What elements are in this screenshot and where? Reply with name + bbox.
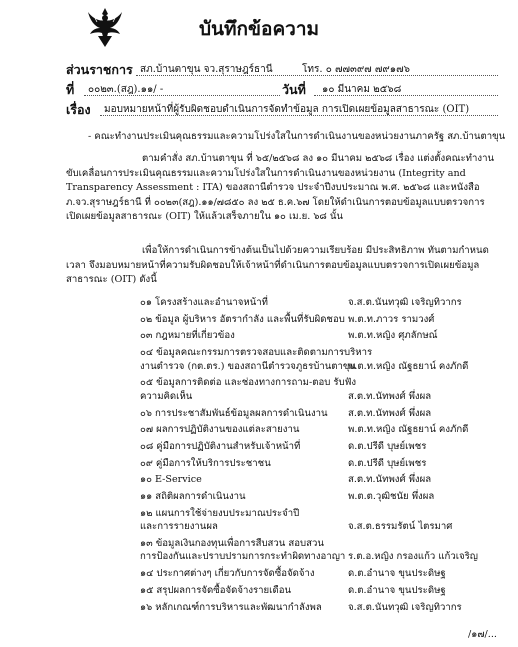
assignment-responsible: ส.ต.ท.นัทพงศ์ พึ่งผล: [348, 407, 432, 419]
agency-label: ส่วนราชการ: [66, 62, 133, 77]
assignment-item-text: ๐๗ ผลการปฏิบัติงานของแต่ละสายงาน: [140, 424, 300, 436]
assignment-item-text: ๑๓ ข้อมูลเงินกองทุนเพื่อการสืบสวน สอบสวน: [140, 537, 324, 549]
doc-number-dotted-line: [84, 95, 280, 96]
assignment-item-text: ๑๔ ประกาศต่างๆ เกี่ยวกับการจัดซื้อจัดจ้าง: [140, 568, 315, 580]
assignment-responsible: พ.ต.ต.วุฒิชนัย พึ่งผล: [348, 491, 435, 502]
paragraph-assignment: เพื่อให้การดำเนินการข้างต้นเป็นไปด้วยความเรียบร้อย มีประสิทธิภาพ ทันตามกำหนดเวลา จึงมอบหมายหน้าที่ความรับผิดชอบให้เจ้าหน้าที่ดำเนินการตอบข้อมูลแบบตรวจการเปิดเผยข้อมูลสาธารณะ (OIT) ดังนี้: [66, 245, 489, 285]
subject-value: มอบหมายหน้าที่ผู้รับผิดชอบดำเนินการจัดทำข้อมูล การเปิดเผยข้อมูลสาธารณะ (OIT): [104, 104, 470, 115]
assignment-item-text: ๑๐ E-Service: [140, 474, 202, 486]
assignment-responsible: ด.ต.อำนาจ ขุนประดิษฐ: [348, 584, 446, 596]
assignment-responsible: ส.ต.ท.นัทพงศ์ พึ่งผล: [348, 474, 432, 486]
agency-dotted-line: [136, 75, 498, 76]
doc-number-label: ที่: [66, 82, 75, 97]
assignment-item-text: ๐๔ ข้อมูลคณะกรรมการตรวจสอบและติดตามการบริหาร: [140, 347, 373, 359]
assignment-item-text: ๐๓ กฎหมายที่เกี่ยวข้อง: [140, 330, 235, 342]
assignment-item-text: การป้องกันและปราบปรามการกระทำผิดทางอาญา: [140, 551, 346, 563]
subject-dotted-line: [100, 115, 498, 116]
assignment-responsible: ด.ต.อำนาจ ขุนประดิษฐ: [348, 568, 446, 580]
assignment-item-text: ๐๑ โครงสร้างและอำนาจหน้าที่: [140, 297, 269, 308]
assignment-responsible: พ.ต.ท.หญิง ณัฐธยาน์ คงภักดี: [348, 424, 469, 436]
assignment-item-text: ๑๑ สถิติผลการดำเนินงาน: [140, 491, 246, 502]
assignment-responsible: ส.ต.ท.นัทพงศ์ พึ่งผล: [348, 390, 432, 402]
continuation-marker: /๑๗/...: [468, 629, 497, 640]
assignment-item-text: ๐๒ ข้อมูล ผู้บริหาร อัตรากำลัง และพื้นที่รับผิดชอบ: [140, 313, 345, 325]
assignment-item-text: ๑๒ แผนการใช้จ่ายงบประมาณประจำปี: [140, 507, 300, 519]
date-label: วันที่: [282, 82, 306, 97]
paragraph-reference: ตามคำสั่ง สภ.บ้านตาขุน ที่ ๖๕/๒๕๖๘ ลง ๑๐ มีนาคม ๒๕๖๘ เรื่อง แต่งตั้งคณะทำงานขับเคลื่อนการประเมินคุณธรรมและความโปร่งใสในการดำเนินงานของหน่วยงาน (Integrity and Transparency Assessment : ITA) ของสถานีตำรวจ ประจำปีงบประมาณ พ.ศ. ๒๕๖๘ และหนังสือ ภ.จว.สุราษฎร์ธานี ที่ ๐๐๒๓(สฎ).๑๑/๗๘๕๐ ลง ๒๕ ธ.ค.๖๗ โดยให้ดำเนินการตอบข้อมูลแบบตรวจการเปิดเผยข้อมูลสาธารณะ (OIT) ให้แล้วเสร็จภายใน ๑๐ เม.ย. ๖๘ นั้น: [66, 153, 495, 222]
assignment-responsible: พ.ต.ท.ภาวร รามวงศ์: [348, 313, 435, 325]
subject-label: เรื่อง: [66, 102, 91, 117]
date-dotted-line: [314, 95, 498, 96]
assignment-responsible: จ.ส.ต.นันทวุฒิ เจริญทิวากร: [348, 297, 462, 308]
assignment-responsible: พ.ต.ท.หญิง ศุภลักษณ์: [348, 330, 438, 342]
memo-title: บันทึกข้อความ: [198, 18, 320, 40]
assignment-item-text: ๑๕ สรุปผลการจัดซื้อจัดจ้างรายเดือน: [140, 584, 292, 596]
assignment-responsible: จ.ส.ต.นันทวุฒิ เจริญทิวากร: [348, 601, 462, 613]
phone-value: โทร. ๐ ๗๗๓๙๗ ๗๙๑๗๖: [302, 64, 410, 75]
assignment-responsible: จ.ส.ต.ธรรมรัตน์ ไตรมาศ: [348, 521, 453, 533]
assignment-responsible: ร.ต.อ.หญิง กรองแก้ว แก้วเจริญ: [348, 551, 478, 563]
assignment-item-text: ๐๘ คู่มือการปฏิบัติงานสำหรับเจ้าหน้าที่: [140, 440, 301, 452]
assignment-item-text: งานตำรวจ (กต.ตร.) ของสถานีตำรวจภูธรบ้านตาขุน: [140, 360, 357, 372]
assignment-responsible: พ.ต.ท.หญิง ณัฐธยาน์ คงภักดี: [348, 360, 469, 372]
date-value: ๑๐ มีนาคม ๒๕๖๘: [322, 84, 402, 95]
assignment-item-text: ๐๖ การประชาสัมพันธ์ข้อมูลผลการดำเนินงาน: [140, 407, 328, 419]
assignment-item-text: ความคิดเห็น: [140, 390, 193, 402]
assignment-responsible: ด.ต.ปรีดี บุษย์เพชร: [348, 457, 427, 469]
assignment-responsible: ด.ต.ปรีดี บุษย์เพชร: [348, 440, 427, 452]
agency-value: สภ.บ้านตาขุน จว.สุราษฎร์ธานี: [140, 64, 273, 75]
assignment-item-text: ๐๙ คู่มือการให้บริการประชาชน: [140, 457, 271, 469]
recipient-line: - คณะทำงานประเมินคุณธรรมและความโปร่งใสในการดำเนินงานของหน่วยงานภาครัฐ สภ.บ้านตาขุน: [88, 131, 506, 142]
assignment-item-text: ๐๕ ข้อมูลการติดต่อ และช่องทางการถาม-ตอบ รับฟัง: [140, 377, 357, 389]
assignment-item-text: ๑๖ หลักเกณฑ์การบริหารและพัฒนากำลังพล: [140, 601, 322, 613]
doc-number-value: ๐๐๒๓.(สฎ).๑๑/ -: [88, 84, 164, 95]
assignment-item-text: และการรายงานผล: [140, 521, 218, 533]
